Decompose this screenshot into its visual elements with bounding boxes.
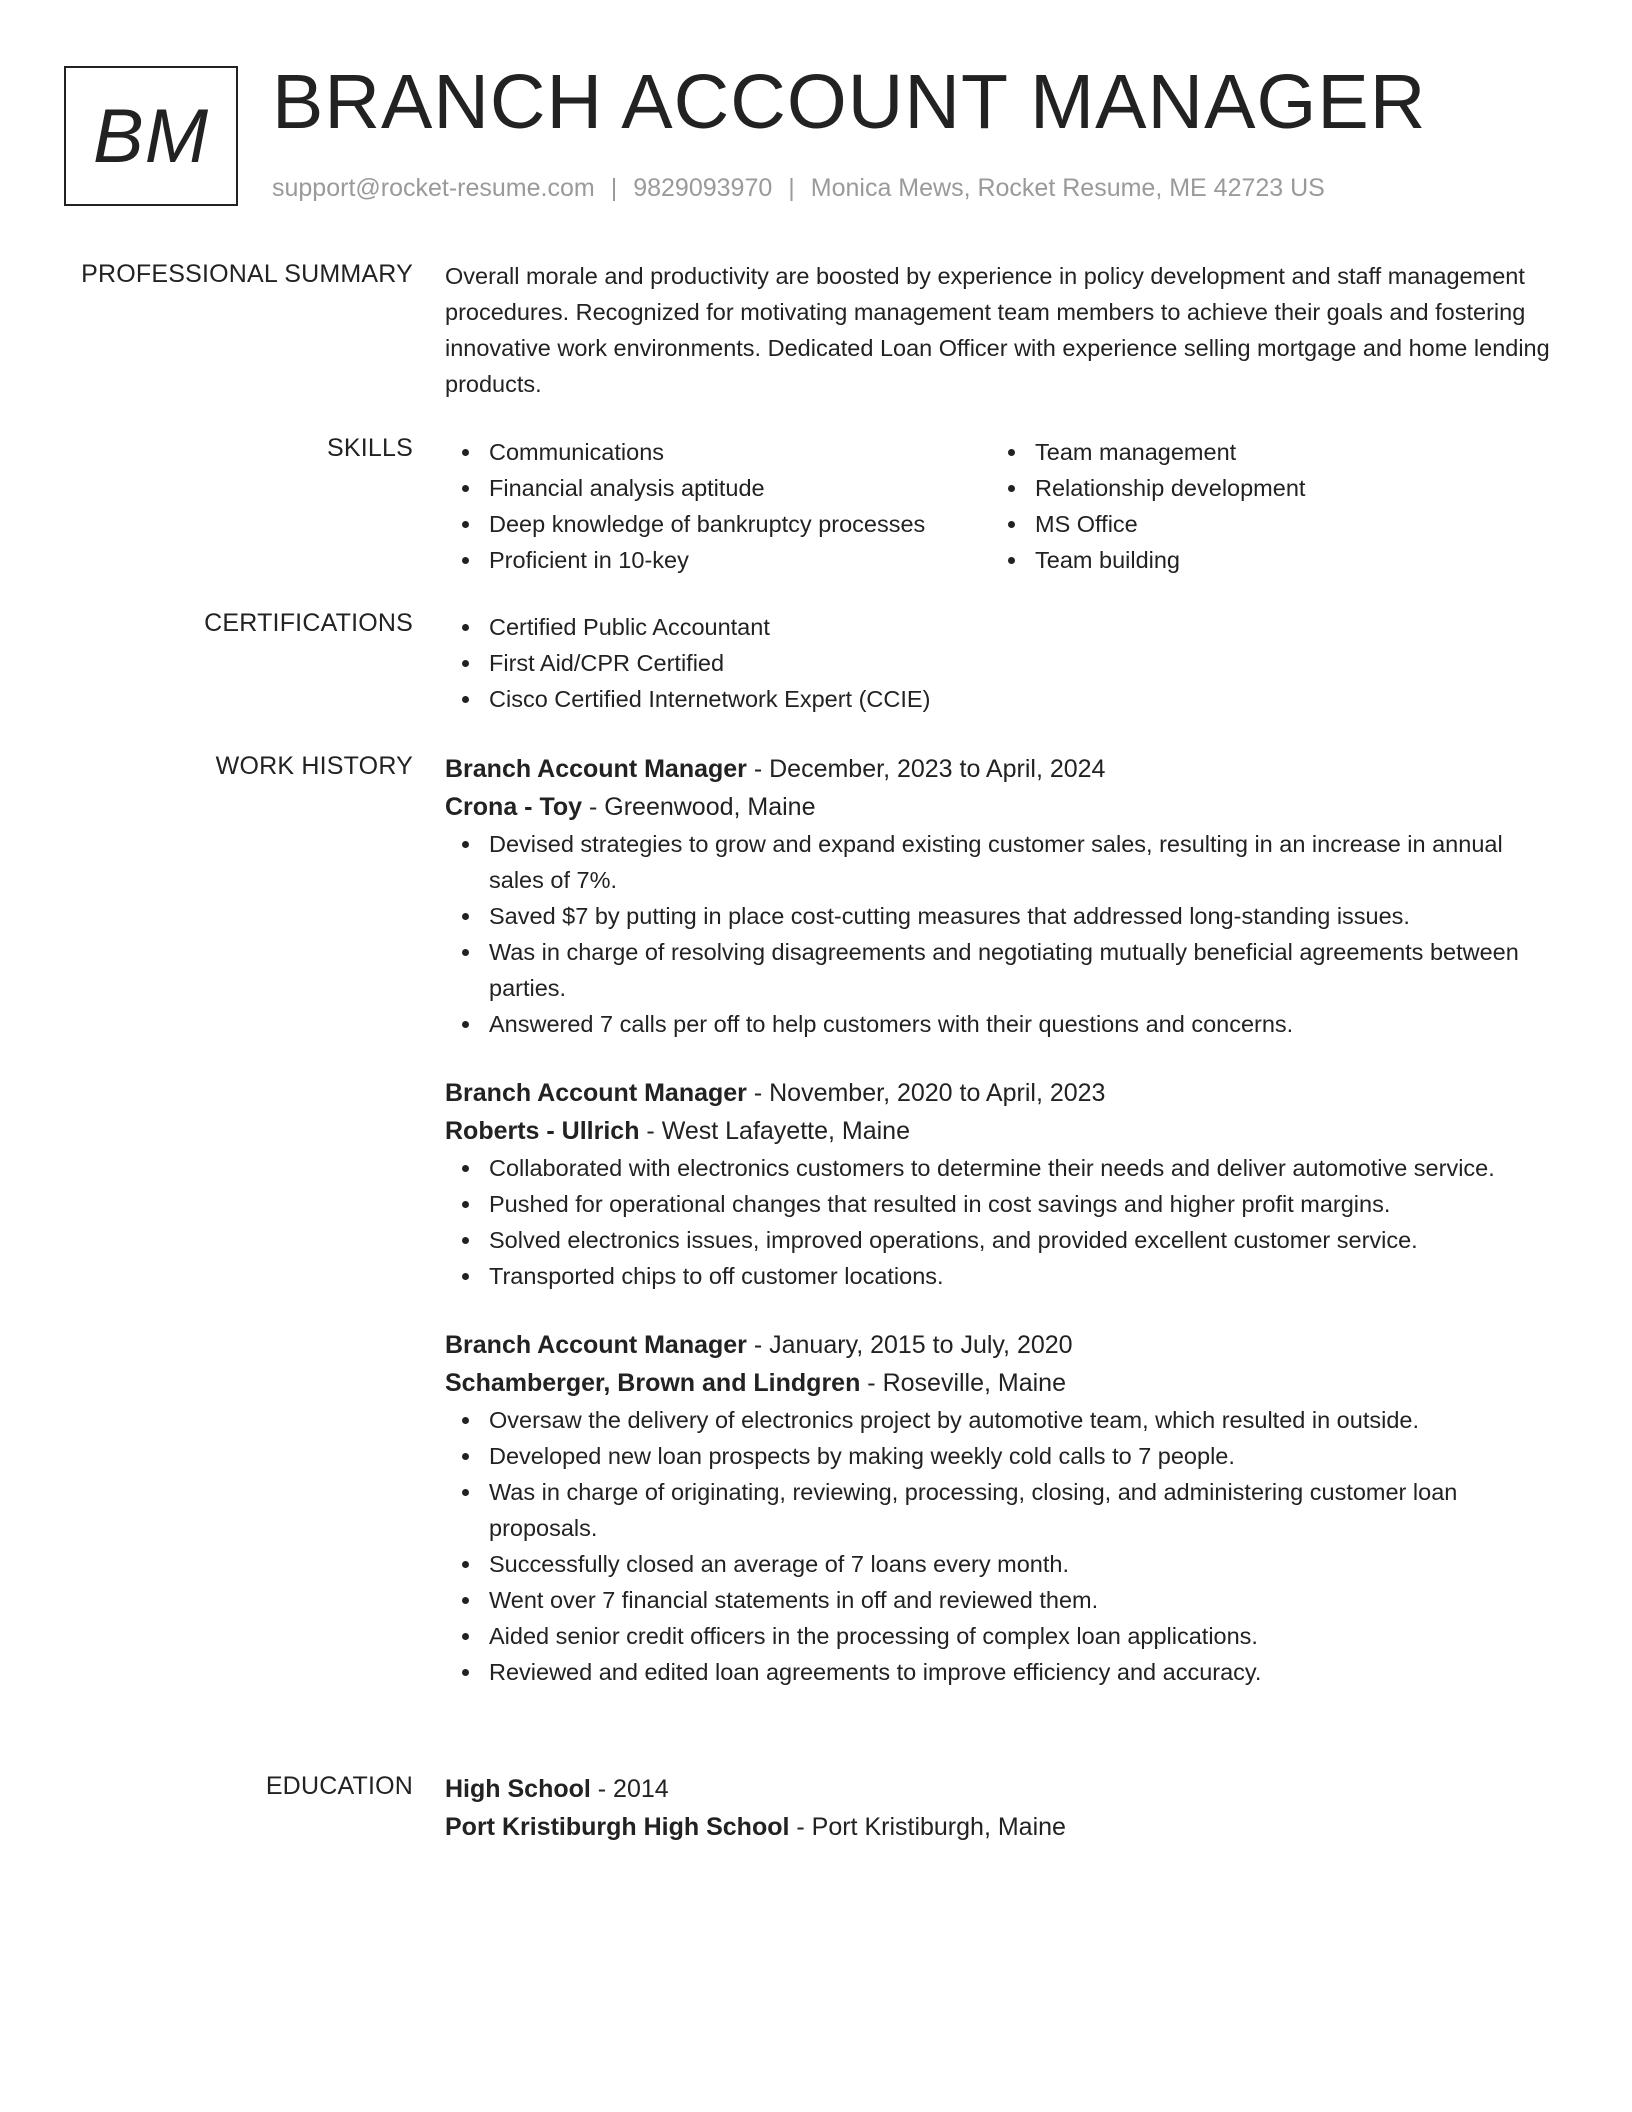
- education-year: - 2014: [590, 1775, 669, 1803]
- job-company-line: [445, 1364, 1555, 1402]
- list-item: Answered 7 calls per off to help customers with their questions and concerns.: [445, 1006, 1555, 1042]
- job-entry: [445, 1074, 1555, 1294]
- list-item: Saved $7 by putting in place cost-cutting measures that addressed long-standing issues.: [445, 898, 1555, 934]
- contact-line: [272, 174, 1325, 203]
- list-item: Certified Public Accountant: [445, 609, 1555, 645]
- skills-heading: SKILLS: [327, 434, 413, 462]
- job-company: Schamberger, Brown and Lindgren: [445, 1369, 861, 1397]
- list-item: Collaborated with electronics customers to determine their needs and deliver automotive service.: [445, 1150, 1555, 1186]
- education-degree: High School: [445, 1775, 591, 1803]
- contact-address: Monica Mews, Rocket Resume, ME 42723 US: [810, 174, 1325, 202]
- list-item: Communications: [445, 434, 991, 470]
- job-company-line: [445, 1112, 1555, 1150]
- education-body: [445, 1770, 1555, 1846]
- summary-body: [445, 258, 1555, 402]
- contact-separator: |: [788, 174, 795, 202]
- list-item: MS Office: [991, 506, 1537, 542]
- job-entry: [445, 750, 1555, 1042]
- contact-phone: 9829093970: [633, 174, 773, 202]
- job-location: - West Lafayette, Maine: [639, 1117, 910, 1145]
- summary-text: Overall morale and productivity are boosted by experience in policy development and staff management procedures. Recognized for motivating management team members to achieve their goals and fostering innovative work environments. Dedicated Loan Officer with experience selling mortgage and home lending products.: [445, 263, 1550, 397]
- job-dates: - January, 2015 to July, 2020: [746, 1331, 1073, 1359]
- list-item: Successfully closed an average of 7 loans every month.: [445, 1546, 1555, 1582]
- job-bullets: [445, 1150, 1555, 1294]
- list-item: Deep knowledge of bankruptcy processes: [445, 506, 991, 542]
- list-item: Transported chips to off customer locations.: [445, 1258, 1555, 1294]
- job-bullets: [445, 826, 1555, 1042]
- job-title-line: [445, 750, 1555, 788]
- list-item: Devised strategies to grow and expand existing customer sales, resulting in an increase in annual sales of 7%.: [445, 826, 1555, 898]
- education-heading: EDUCATION: [265, 1772, 413, 1800]
- list-item: First Aid/CPR Certified: [445, 645, 1555, 681]
- skills-list-right: [991, 434, 1537, 578]
- monogram-box: [64, 66, 238, 206]
- summary-heading: PROFESSIONAL SUMMARY: [81, 260, 413, 288]
- job-title: Branch Account Manager: [445, 1079, 747, 1107]
- list-item: Team management: [991, 434, 1537, 470]
- skills-list-left: [445, 434, 991, 578]
- list-item: Developed new loan prospects by making weekly cold calls to 7 people.: [445, 1438, 1555, 1474]
- certifications-heading: CERTIFICATIONS: [204, 609, 413, 637]
- monogram-initials: BM: [93, 93, 209, 179]
- list-item: Went over 7 financial statements in off and reviewed them.: [445, 1582, 1555, 1618]
- list-item: Relationship development: [991, 470, 1537, 506]
- list-item: Cisco Certified Internetwork Expert (CCIE): [445, 681, 1555, 717]
- list-item: Financial analysis aptitude: [445, 470, 991, 506]
- job-title: Branch Account Manager: [445, 755, 747, 783]
- education-degree-line: [445, 1770, 1555, 1808]
- list-item: Was in charge of resolving disagreements and negotiating mutually beneficial agreements between parties.: [445, 934, 1555, 1006]
- job-location: - Greenwood, Maine: [582, 793, 816, 821]
- job-company-line: [445, 788, 1555, 826]
- work-history-heading: WORK HISTORY: [215, 752, 413, 780]
- job-title-line: [445, 1326, 1555, 1364]
- job-location: - Roseville, Maine: [860, 1369, 1066, 1397]
- list-item: Solved electronics issues, improved operations, and provided excellent customer service.: [445, 1222, 1555, 1258]
- list-item: Team building: [991, 542, 1537, 578]
- job-title: Branch Account Manager: [445, 1331, 747, 1359]
- work-history-body: [445, 750, 1555, 1722]
- list-item: Proficient in 10-key: [445, 542, 991, 578]
- page-title: BRANCH ACCOUNT MANAGER: [272, 59, 1427, 145]
- list-item: Aided senior credit officers in the processing of complex loan applications.: [445, 1618, 1555, 1654]
- skills-grid: [445, 434, 1555, 578]
- list-item: Reviewed and edited loan agreements to improve efficiency and accuracy.: [445, 1654, 1555, 1690]
- job-company: Crona - Toy: [445, 793, 583, 821]
- job-bullets: [445, 1402, 1555, 1690]
- job-dates: - December, 2023 to April, 2024: [746, 755, 1106, 783]
- certifications-list: [445, 609, 1555, 717]
- skills-body: [445, 434, 1555, 578]
- contact-email: support@rocket-resume.com: [272, 174, 595, 202]
- education-location: - Port Kristiburgh, Maine: [789, 1813, 1066, 1841]
- list-item: Oversaw the delivery of electronics project by automotive team, which resulted in outside.: [445, 1402, 1555, 1438]
- contact-separator: |: [610, 174, 618, 202]
- job-entry: [445, 1326, 1555, 1690]
- job-dates: - November, 2020 to April, 2023: [746, 1079, 1106, 1107]
- list-item: Pushed for operational changes that resulted in cost savings and higher profit margins.: [445, 1186, 1555, 1222]
- certifications-body: [445, 609, 1555, 717]
- job-title-line: [445, 1074, 1555, 1112]
- job-company: Roberts - Ullrich: [445, 1117, 640, 1145]
- list-item: Was in charge of originating, reviewing, processing, closing, and administering customer loan proposals.: [445, 1474, 1555, 1546]
- education-school-line: [445, 1808, 1555, 1846]
- education-school: Port Kristiburgh High School: [445, 1813, 790, 1841]
